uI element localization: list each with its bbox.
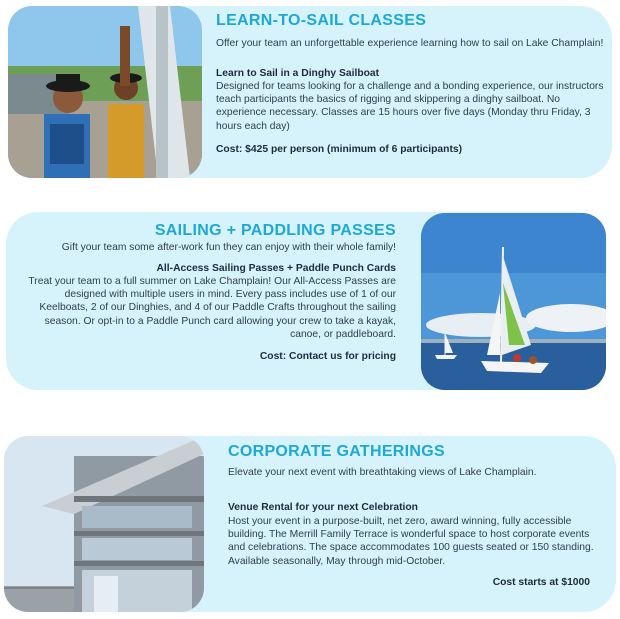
- section-subhead: Learn to Sail in a Dinghy Sailboat: [216, 68, 380, 79]
- section-cost: Cost starts at $1000: [492, 577, 590, 588]
- section-intro: Offer your team an unforgettable experience learning how to sail on Lake Champlain!: [216, 38, 604, 49]
- section-body: Host your event in a purpose-built, net zero, award winning, fully accessible building. The Merrill Family Terrace is wonderful space to host corporate events and celebrations. The space accommodates 100 guests seated or 150 standing. Available seasonally, May through mid-October.: [228, 516, 594, 567]
- section-subhead: Venue Rental for your next Celebration: [228, 502, 418, 513]
- section-body: Designed for teams looking for a challenge and a bonding experience, our instructors teach participants the basics of rigging and skippering a dinghy sailboat. No experience necessary. Classes are 15 hours over five days (Monday thru Friday, 3 hours each day): [216, 81, 604, 132]
- section-cost: Cost: Contact us for pricing: [259, 351, 396, 362]
- terrace-building-photo: [4, 436, 204, 612]
- sailing-class-photo: [8, 6, 202, 178]
- section-title: LEARN-TO-SAIL CLASSES: [216, 12, 427, 29]
- section-cost: Cost: $425 per person (minimum of 6 participants): [216, 144, 463, 155]
- section-title: SAILING + PADDLING PASSES: [154, 222, 396, 239]
- section-intro: Elevate your next event with breathtaking views of Lake Champlain.: [228, 467, 537, 478]
- section-intro: Gift your team some after-work fun they can enjoy with their whole family!: [61, 242, 396, 253]
- section-body: Treat your team to a full summer on Lake Champlain! Our All-Access Passes are designed with multiple users in mind. Every pass includes use of 1 of our Keelboats, 2 of our Dinghies, and 4 of our Paddle Crafts throughout the sailing season. Or opt-in to a Paddle Punch card allowing your crew to take a kayak, canoe, or paddleboard.: [28, 276, 396, 340]
- section-subhead: All-Access Sailing Passes + Paddle Punch Cards: [156, 263, 396, 274]
- sailboat-photo: [421, 213, 606, 390]
- section-title: CORPORATE GATHERINGS: [228, 443, 445, 460]
